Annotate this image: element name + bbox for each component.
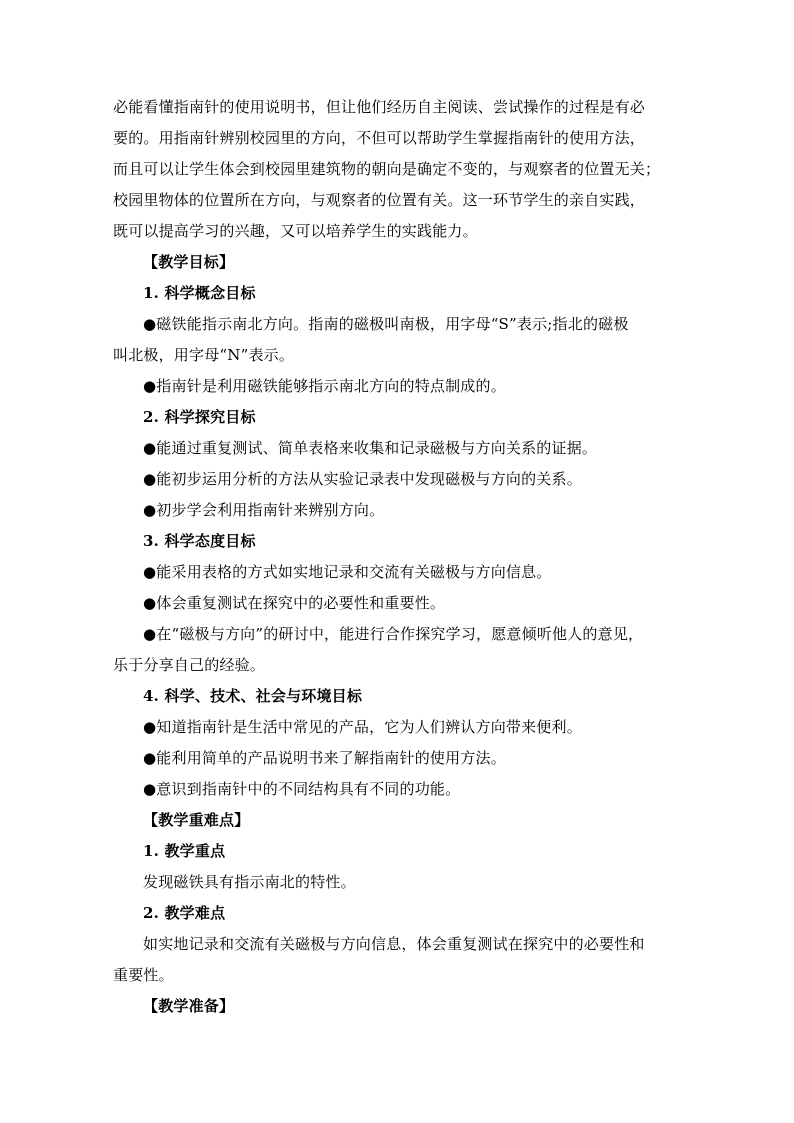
stse-bullet-2: ●能利用简单的产品说明书来了解指南针的使用方法。 — [143, 749, 506, 767]
focus-text: 发现磁铁具有指示南北的特性。 — [143, 873, 356, 891]
concept-bullet-2: ●指南针是利用磁铁能够指示南北方向的特点制成的。 — [143, 377, 506, 395]
attitude-bullet-1: ●能采用表格的方式如实地记录和交流有关磁极与方向信息。 — [143, 563, 552, 581]
attitude-bullet-3: ●在“磁极与方向”的研讨中，能进行合作探究学习，愿意倾听他人的意见， — [143, 625, 644, 643]
intro-line-4: 校园里物体的位置所在方向，与观察者的位置有关。这一环节学生的亲自实践， — [113, 191, 646, 209]
concept-bullet-1-cont: 叫北极，用字母“N”表示。 — [113, 346, 295, 364]
stse-bullet-3: ●意识到指南针中的不同结构具有不同的功能。 — [143, 780, 461, 798]
concept-bullet-1: ●磁铁能指示南北方向。指南的磁极叫南极，用字母“S”表示;指北的磁极 — [143, 315, 629, 333]
intro-line-3: 而且可以让学生体会到校园里建筑物的朝向是确定不变的，与观察者的位置无关； — [113, 160, 661, 178]
key-points-heading: 【教学重难点】 — [143, 811, 250, 829]
intro-line-1: 必能看懂指南针的使用说明书，但让他们经历自主阅读、尝试操作的过程是有必 — [113, 98, 646, 116]
intro-line-2: 要的。用指南针辨别校园里的方向，不但可以帮助学生掌握指南针的使用方法， — [113, 129, 646, 147]
difficulty-title: 2. 教学难点 — [143, 904, 226, 922]
focus-title: 1. 教学重点 — [143, 842, 226, 860]
attitude-bullet-2: ●体会重复测试在探究中的必要性和重要性。 — [143, 594, 446, 612]
stse-bullet-1: ●知道指南针是生活中常见的产品，它为人们辨认方向带来便利。 — [143, 718, 582, 736]
concept-objective-title: 1. 科学概念目标 — [143, 284, 256, 302]
difficulty-text: 如实地记录和交流有关磁极与方向信息，体会重复测试在探究中的必要性和 — [143, 935, 645, 953]
inquiry-objective-title: 2. 科学探究目标 — [143, 408, 256, 426]
stse-objective-title: 4. 科学、技术、社会与环境目标 — [143, 687, 363, 705]
attitude-objective-title: 3. 科学态度目标 — [143, 532, 256, 550]
inquiry-bullet-2: ●能初步运用分析的方法从实验记录表中发现磁极与方向的关系。 — [143, 470, 582, 488]
attitude-bullet-3-cont: 乐于分享自己的经验。 — [113, 656, 266, 674]
intro-line-5: 既可以提高学习的兴趣，又可以培养学生的实践能力。 — [113, 222, 478, 240]
inquiry-bullet-3: ●初步学会利用指南针来辨别方向。 — [143, 501, 385, 519]
objectives-heading: 【教学目标】 — [143, 253, 235, 271]
difficulty-text-cont: 重要性。 — [113, 966, 174, 984]
preparation-heading: 【教学准备】 — [143, 997, 235, 1015]
inquiry-bullet-1: ●能通过重复测试、简单表格来收集和记录磁极与方向关系的证据。 — [143, 439, 598, 457]
